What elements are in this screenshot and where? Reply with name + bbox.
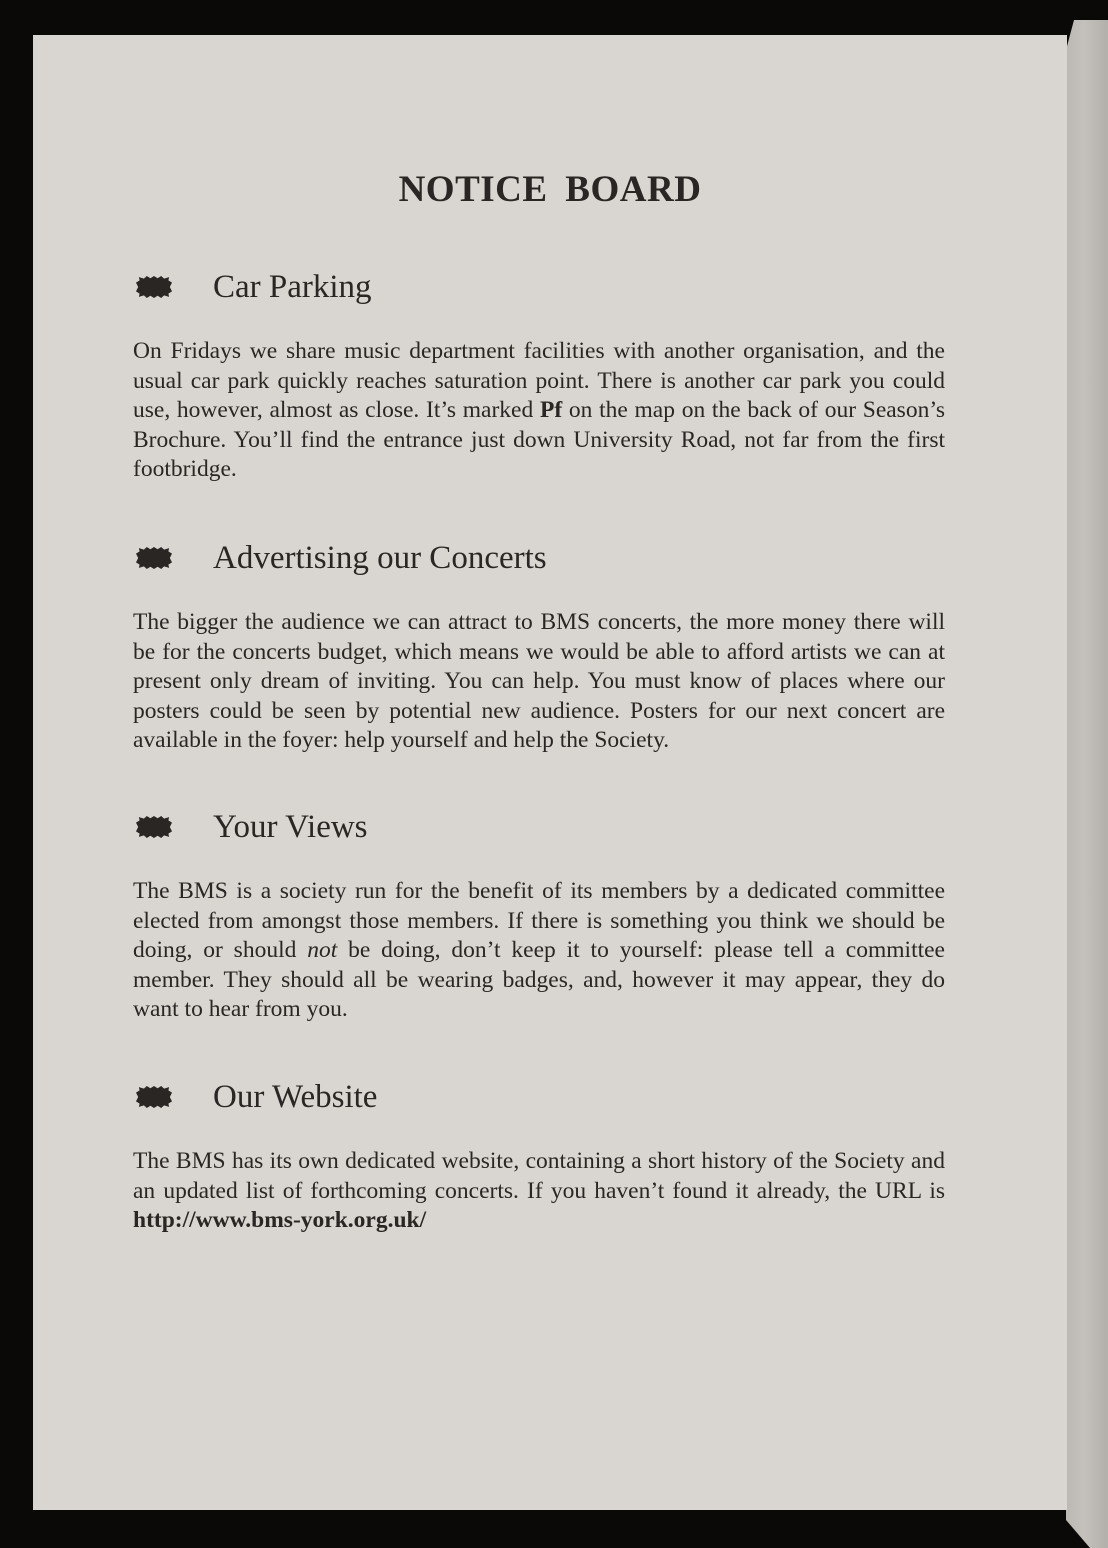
document-page [33,35,1067,1510]
section-heading [133,1077,945,1117]
starburst-bullet-icon [136,816,172,838]
section-heading-text: Car Parking [213,268,372,305]
section-our-website [133,1077,945,1259]
body-text-run: The BMS has its own dedicated website, containing a short history of the Society and an updated list of forthcoming concerts. If you haven’t found it already, the URL is [133,1148,945,1204]
section-car-parking [133,267,945,508]
page-title: NOTICE BOARD [398,169,702,210]
section-heading [133,267,945,307]
starburst-bullet-icon [136,1086,172,1108]
section-heading [133,807,945,847]
section-heading [133,538,945,578]
section-body [133,877,945,1025]
section-heading-text: Your Views [213,808,368,845]
section-body [133,337,945,485]
starburst-bullet-icon [136,547,172,569]
section-advertising [133,538,945,779]
section-body: The bigger the audience we can attract to BMS concerts, the more money there will be for the concerts budget, which means we would be able to afford artists we can at present only dream of inviting. You can help. You must know of places where our posters could be seen by potential new audience. Posters for our next concert are available in the foyer: help yourself and help the Society. [133,609,945,753]
section-heading-text: Our Website [213,1078,378,1115]
starburst-bullet-icon [136,276,172,298]
body-text-run: on the map on the back of our Season’s Brochure. You’ll find the entrance just down University Road, not far from the first footbridge. [133,397,946,482]
section-your-views [133,807,945,1048]
adjacent-page-edge [1060,20,1108,1548]
body-text-run: The BMS is a society run for the benefit of its members by a dedicated committee elected from amongst those members. If there is something you think we should be doing, or should [133,878,945,963]
section-body [133,1147,945,1236]
body-text-run: be doing, don’t keep it to yourself: please tell a committee member. They should all be wearing badges, and, however it may appear, they do want to hear from you. [133,937,945,1022]
emphasis-text: not [307,937,338,963]
website-url: http://www.bms-york.org.uk/ [133,1207,427,1233]
body-text-run: On Fridays we share music department facilities with another organisation, and the usual car park quickly reaches saturation point. There is another car park you could use, however, almost as close. It’s marked [133,338,945,423]
section-heading-text: Advertising our Concerts [213,539,547,576]
map-marker-code: Pf [539,397,563,423]
